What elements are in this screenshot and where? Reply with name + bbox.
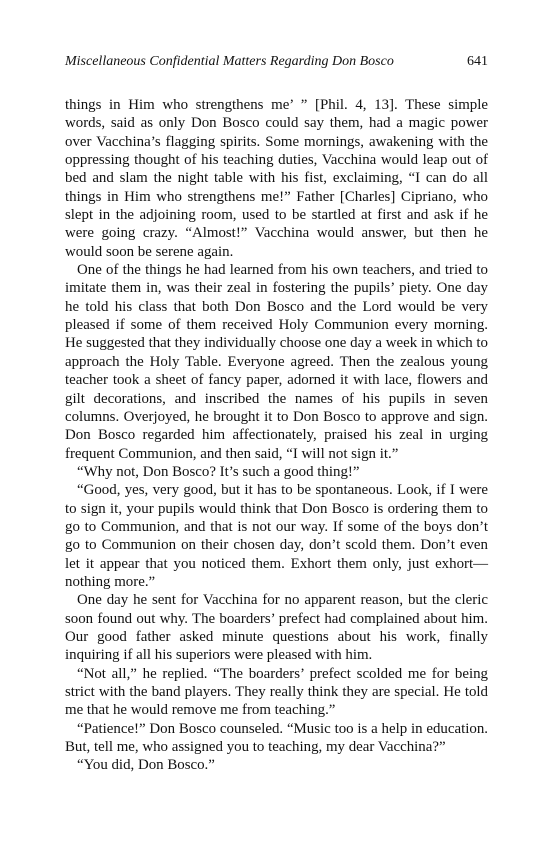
paragraph: “Patience!” Don Bosco counseled. “Music too is a help in education. But, tell me, who assigned you to teaching, my dear Vacchina?” xyxy=(65,720,488,756)
page-number: 641 xyxy=(467,54,488,69)
paragraph: “You did, Don Bosco.” xyxy=(77,757,215,774)
running-title: Miscellaneous Confidential Matters Regarding Don Bosco xyxy=(65,54,394,69)
paragraph: One of the things he had learned from his own teachers, and tried to imitate them in, was their zeal in fostering the pupils’ piety. One day he told his class that both Don Bosco and the Lord would be very pleased if some of them received Holy Communion every morning. He suggested that they individually choose one day a week in which to approach the Holy Table. Everyone agreed. Then the zealous young teacher took a sheet of fancy paper, adorned it with lace, flowers and gilt decorations, and inscribed the names of his pupils in seven columns. Overjoyed, he brought it to Don Bosco to approve and sign. Don Bosco regarded him affectionately, praised his zeal in urging frequent Communion, and then said, “I will not sign it.” xyxy=(65,262,488,462)
body-text xyxy=(65,96,488,775)
running-head xyxy=(65,54,488,74)
paragraph: “Why not, Don Bosco? It’s such a good thing!” xyxy=(77,463,360,480)
paragraph: One day he sent for Vacchina for no apparent reason, but the cleric soon found out why. The boarders’ prefect had complained about him. Our good father asked minute questions about his work, finally inquiring if all his superiors were pleased with him. xyxy=(65,592,488,664)
paragraph: things in Him who strengthens me’ ” [Phil. 4, 13]. These simple words, said as only Don Bosco could say them, had a magic power over Vacchina’s flagging spirits. Some mornings, awakening with the oppressing thought of his teaching duties, Vacchina would leap out of bed and slam the night table with his fist, exclaiming, “I can do all things in Him who strengthens me!” Father [Charles] Cipriano, who slept in the adjoining room, used to be startled at first and ask if he were going crazy. “Almost!” Vacchina would answer, but then he would soon be serene again. xyxy=(65,97,488,260)
paragraph: “Good, yes, very good, but it has to be spontaneous. Look, if I were to sign it, your pupils would think that Don Bosco is ordering them to go to Communion, and that is not our way. If some of the boys don’t go to Communion on their chosen day, don’t scold them. Don’t even let it appear that you noticed them. Exhort them only, just exhort—nothing more.” xyxy=(65,482,488,590)
paragraph: “Not all,” he replied. “The boarders’ prefect scolded me for being strict with the band players. They really think they are special. He told me that he would remove me from teaching.” xyxy=(65,665,488,719)
